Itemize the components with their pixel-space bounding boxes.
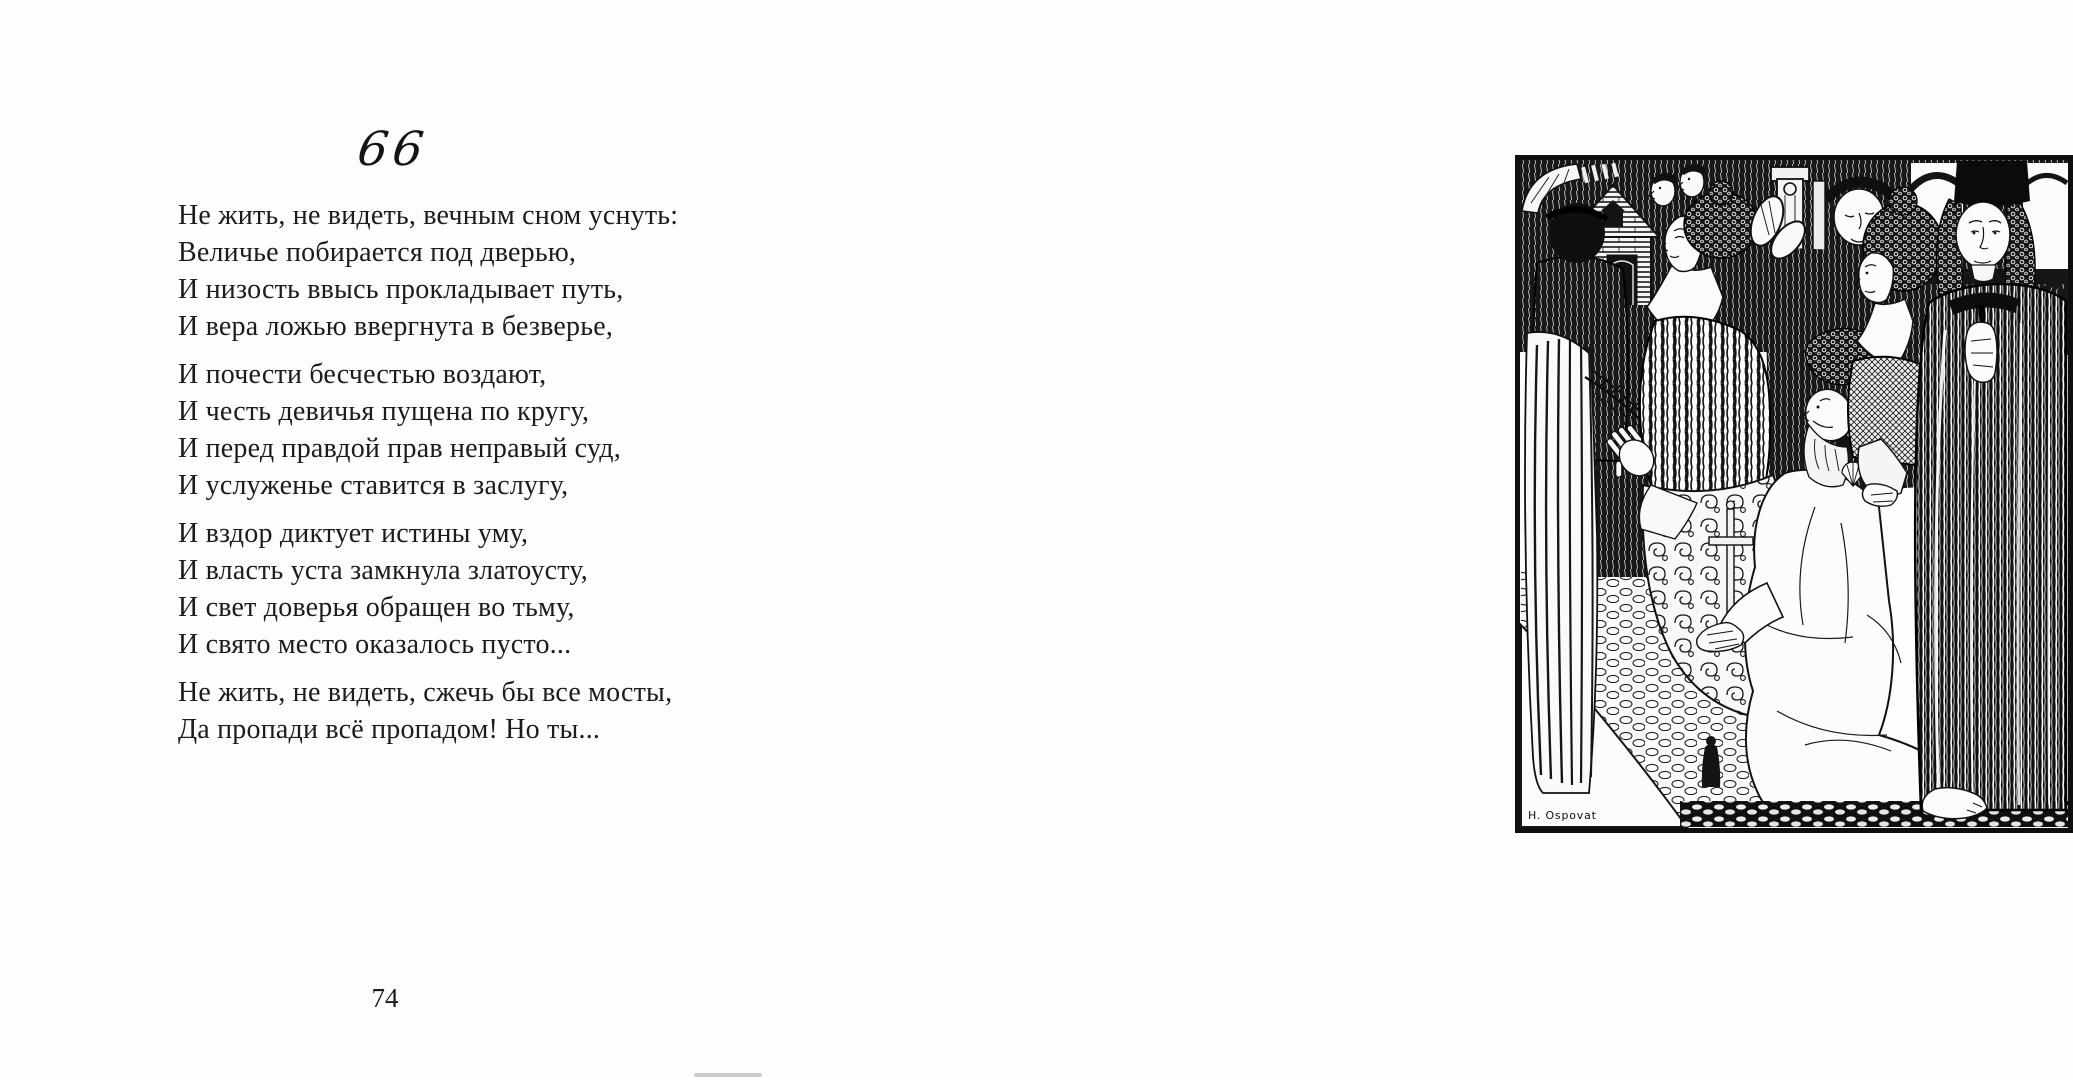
stanza-2 bbox=[178, 356, 678, 504]
poem-line: И услуженье ставится в заслугу, bbox=[178, 470, 569, 501]
stanza-1 bbox=[178, 197, 678, 345]
stanza-3 bbox=[178, 515, 678, 663]
poem-line: И свет доверья обращен во тьму, bbox=[178, 592, 575, 623]
poem-text bbox=[178, 197, 678, 759]
woodcut-crowd-scene bbox=[1515, 155, 2073, 833]
sonnet-illustration bbox=[1515, 155, 2073, 833]
left-page bbox=[0, 0, 725, 1080]
poem-line: И почести бесчестью воздают, bbox=[178, 359, 547, 390]
poem-line: И перед правдой прав неправый суд, bbox=[178, 433, 621, 464]
poem-line: И вздор диктует истины уму, bbox=[178, 518, 529, 549]
poem-line: Не жить, не видеть, сжечь бы все мосты, bbox=[178, 677, 673, 708]
poem-line: И свято место оказалось пусто... bbox=[178, 629, 572, 660]
poem-line: Да пропади всё пропадом! Но ты... bbox=[178, 714, 601, 745]
poem-line: И вера ложью ввергнута в безверье, bbox=[178, 311, 614, 342]
poem-line: Величье побирается под дверью, bbox=[178, 237, 577, 268]
right-page bbox=[725, 0, 1597, 1080]
scan-artifact-line bbox=[694, 1073, 762, 1077]
poem-line: Не жить, не видеть, вечным сном уснуть: bbox=[178, 200, 679, 231]
stanza-4 bbox=[178, 674, 678, 748]
poem-line: И честь девичья пущена по кругу, bbox=[178, 396, 590, 427]
poem-line: И низость ввысь прокладывает путь, bbox=[178, 274, 624, 305]
poem-line: И власть уста замкнула златоусту, bbox=[178, 555, 588, 586]
artist-signature: H. Ospovat bbox=[1528, 809, 1597, 822]
page-number: 74 bbox=[371, 983, 399, 1013]
poem-number: 66 bbox=[354, 122, 432, 177]
